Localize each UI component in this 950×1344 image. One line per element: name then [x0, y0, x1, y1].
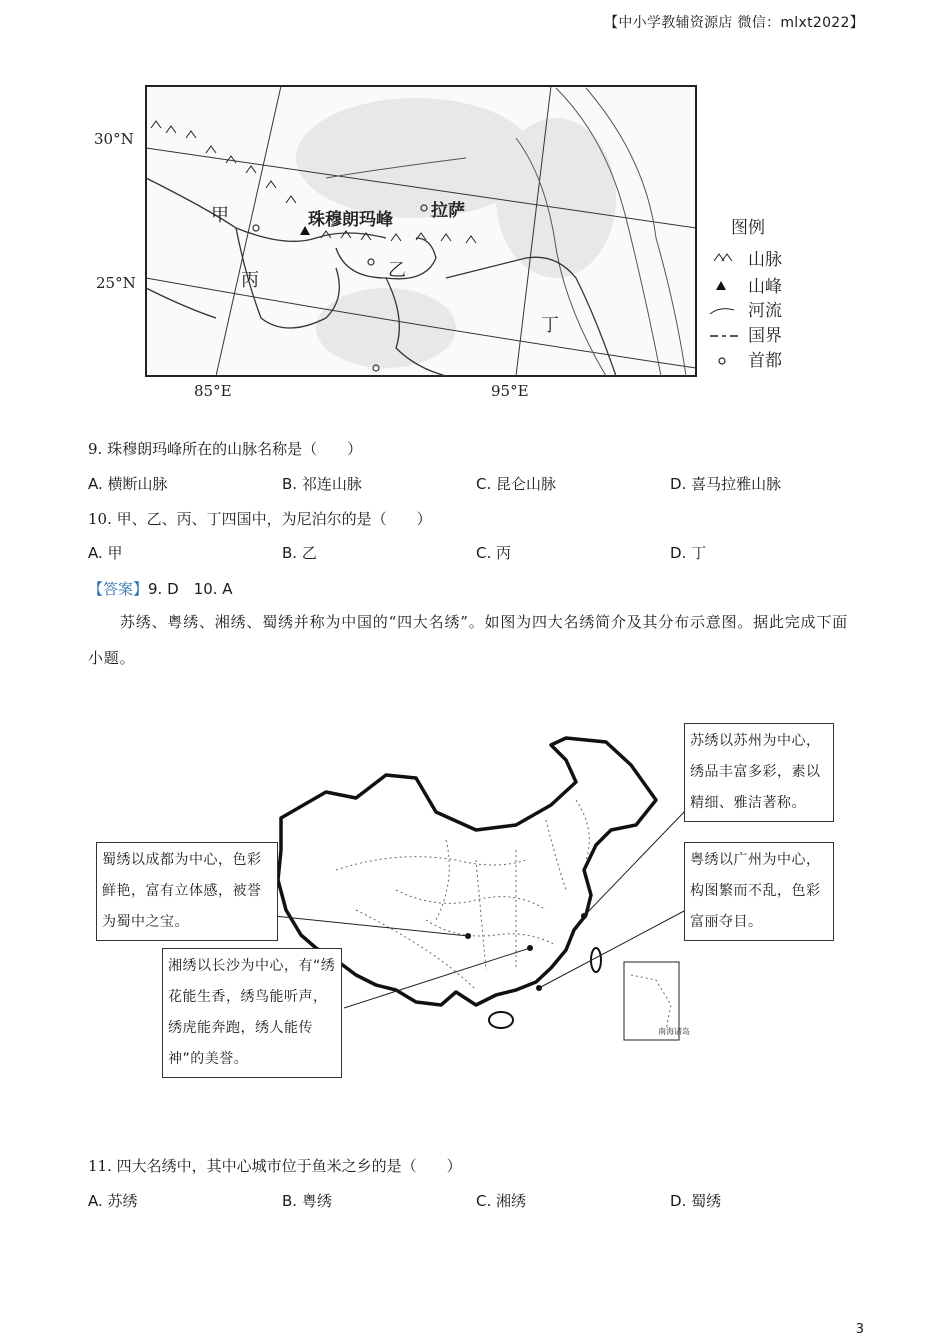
q11-option-a[interactable]: A. 苏绣: [88, 1192, 138, 1210]
label-bing: 丙: [241, 270, 259, 291]
q11-option-d[interactable]: D. 蜀绣: [670, 1192, 722, 1210]
lat-25: 25°N: [96, 274, 136, 292]
question-11-options: [88, 1190, 868, 1211]
label-yi: 乙: [388, 260, 406, 281]
q9-option-a[interactable]: A. 横断山脉: [88, 475, 168, 493]
page-number: 3: [855, 1322, 864, 1337]
legend-river: 河流: [748, 301, 782, 321]
legend-border: 国界: [748, 326, 782, 346]
q11-option-c[interactable]: C. 湘绣: [476, 1192, 527, 1210]
header-note: 【中小学教辅资源店 微信：mlxt2022】: [604, 15, 864, 31]
question-10-stem: 10. 甲、乙、丙、丁四国中，为尼泊尔的是（ ）: [88, 510, 432, 528]
callout-su-embroidery: 苏绣以苏州为中心，绣品丰富多彩，素以精细、雅洁著称。: [684, 723, 834, 822]
q11-option-b[interactable]: B. 粤绣: [282, 1192, 332, 1210]
question-11-stem: 11. 四大名绣中，其中心城市位于鱼米之乡的是（ ）: [88, 1157, 462, 1175]
legend-range: 山脉: [748, 250, 782, 270]
question-9-options: [88, 473, 868, 494]
label-ding: 丁: [541, 315, 559, 336]
lon-85: 85°E: [194, 382, 232, 400]
mountain-range-icon: [714, 254, 732, 261]
inset-label: 南海诸岛: [658, 1027, 690, 1036]
answer-text: 9. D 10. A: [148, 580, 233, 598]
q9-option-d[interactable]: D. 喜马拉雅山脉: [670, 475, 782, 493]
callout-xiang-embroidery: 湘绣以长沙为中心，有“绣花能生香，绣鸟能听声，绣虎能奔跑，绣人能传神”的美誉。: [162, 948, 342, 1078]
label-everest: 珠穆朗玛峰: [308, 210, 393, 230]
q10-option-c[interactable]: C. 丙: [476, 544, 512, 562]
lat-30: 30°N: [94, 130, 134, 148]
q9-option-c[interactable]: C. 昆仑山脉: [476, 475, 557, 493]
peak-icon: [716, 281, 726, 290]
question-9-stem: 9. 珠穆朗玛峰所在的山脉名称是（ ）: [88, 440, 363, 458]
callout-shu-embroidery: 蜀绣以成都为中心，色彩鲜艳，富有立体感，被誉为蜀中之宝。: [96, 842, 278, 941]
q10-option-d[interactable]: D. 丁: [670, 544, 707, 562]
intro-paragraph: 苏绣、粤绣、湘绣、蜀绣并称为中国的“四大名绣”。如图为四大名绣简介及其分布示意图。据此完成下面小题。: [88, 613, 848, 667]
q9-option-b[interactable]: B. 祁连山脉: [282, 475, 362, 493]
lon-95: 95°E: [491, 382, 529, 400]
legend-peak: 山峰: [748, 277, 782, 297]
question-10-options: [88, 542, 868, 563]
legend-items: [710, 250, 782, 371]
himalaya-map: [86, 78, 816, 408]
answer-line: [88, 578, 233, 599]
legend-capital: 首都: [748, 351, 782, 371]
label-lhasa: 拉萨: [431, 201, 465, 221]
label-jia: 甲: [211, 205, 229, 226]
q10-option-b[interactable]: B. 乙: [282, 544, 317, 562]
river-icon: [710, 309, 734, 314]
callout-yue-embroidery: 粤绣以广州为中心，构图繁而不乱，色彩富丽夺目。: [684, 842, 834, 941]
answer-tag: 【答案】: [88, 580, 149, 598]
q10-option-a[interactable]: A. 甲: [88, 544, 123, 562]
legend-title: 图例: [731, 218, 765, 238]
capital-icon: [719, 358, 725, 364]
